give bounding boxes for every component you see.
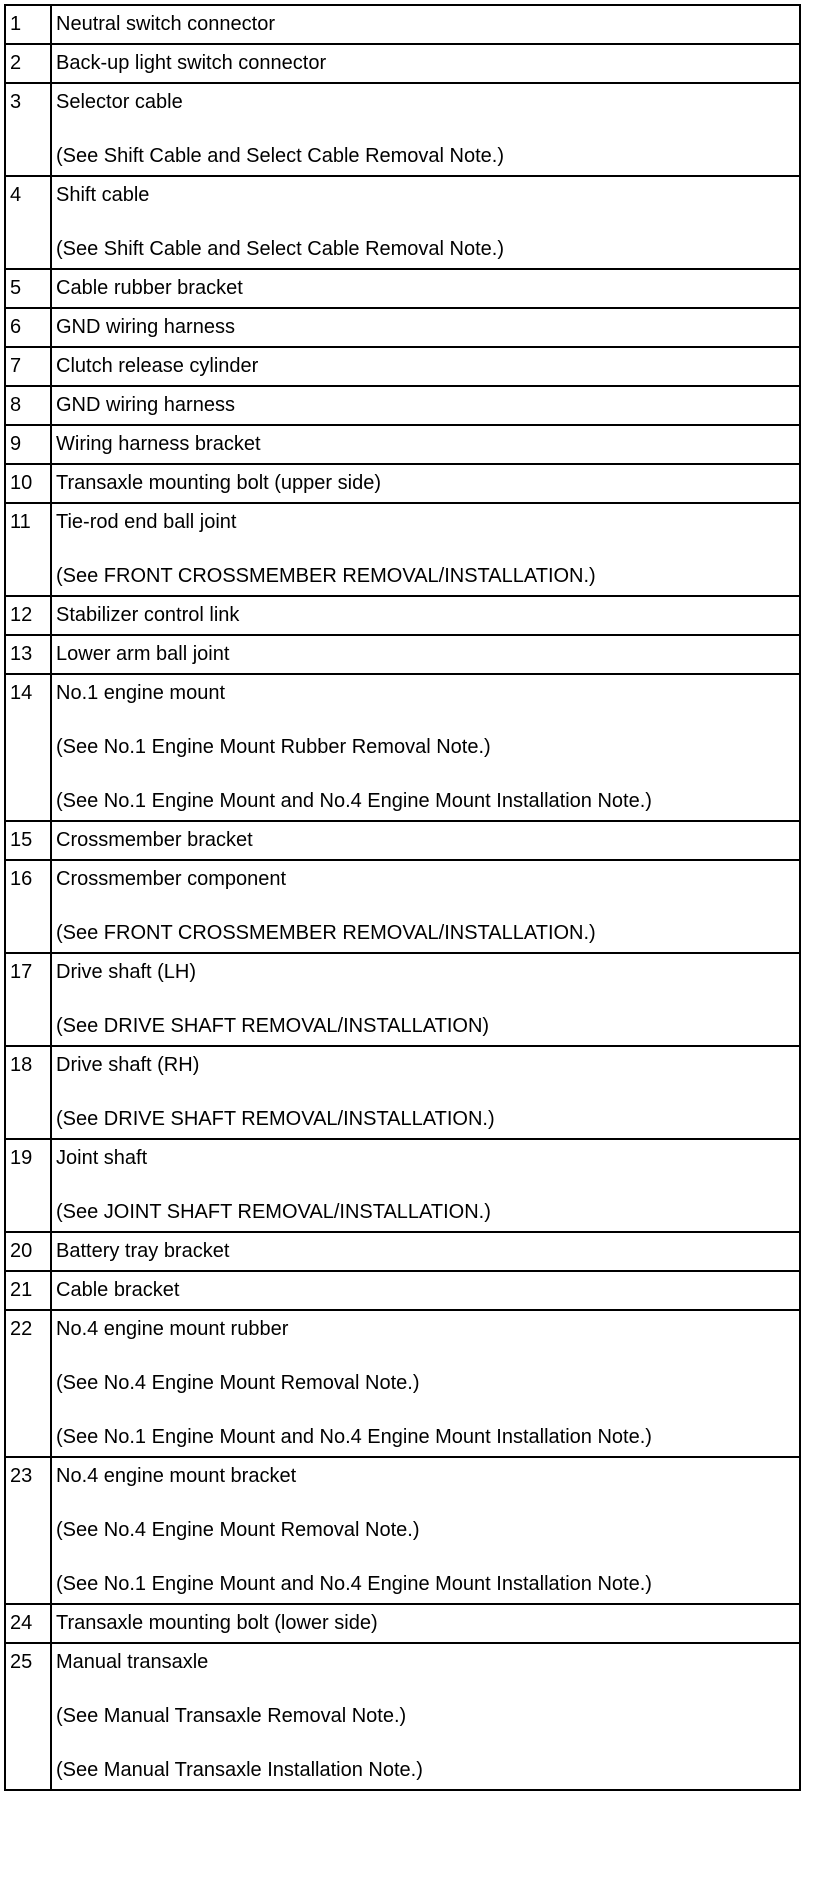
- table-row: [5, 860, 800, 953]
- part-name: Neutral switch connector: [56, 13, 275, 35]
- item-description: [51, 1604, 800, 1643]
- item-description: [51, 1232, 800, 1271]
- item-number: 13: [5, 635, 51, 674]
- reference-note: (See No.1 Engine Mount and No.4 Engine Mount Installation Note.): [56, 790, 652, 812]
- table-row: [5, 308, 800, 347]
- table-row: [5, 347, 800, 386]
- item-number: 25: [5, 1643, 51, 1790]
- part-name: Back-up light switch connector: [56, 52, 327, 74]
- part-name: GND wiring harness: [56, 394, 235, 416]
- item-number: 10: [5, 464, 51, 503]
- reference-note: (See JOINT SHAFT REMOVAL/INSTALLATION.): [56, 1201, 491, 1223]
- item-number: 22: [5, 1310, 51, 1457]
- reference-note: (See Shift Cable and Select Cable Removal Note.): [56, 145, 505, 167]
- reference-note: (See No.4 Engine Mount Removal Note.): [56, 1519, 420, 1541]
- item-description: [51, 1139, 800, 1232]
- item-number: 18: [5, 1046, 51, 1139]
- reference-note: (See No.4 Engine Mount Removal Note.): [56, 1372, 420, 1394]
- part-name: Cable bracket: [56, 1279, 180, 1301]
- part-name: GND wiring harness: [56, 316, 235, 338]
- reference-note: (See No.1 Engine Mount and No.4 Engine Mount Installation Note.): [56, 1573, 652, 1595]
- part-name: Clutch release cylinder: [56, 355, 259, 377]
- table-row: [5, 1271, 800, 1310]
- item-number: 17: [5, 953, 51, 1046]
- table-row: [5, 1604, 800, 1643]
- part-name: No.4 engine mount rubber: [56, 1318, 289, 1340]
- part-name: Drive shaft (LH): [56, 961, 197, 983]
- item-description: [51, 860, 800, 953]
- part-name: Crossmember bracket: [56, 829, 253, 851]
- item-description: [51, 464, 800, 503]
- item-number: 20: [5, 1232, 51, 1271]
- item-description: [51, 1271, 800, 1310]
- table-row: [5, 1139, 800, 1232]
- reference-note: (See No.1 Engine Mount Rubber Removal Note.): [56, 736, 491, 758]
- reference-note: (See No.1 Engine Mount and No.4 Engine Mount Installation Note.): [56, 1426, 652, 1448]
- parts-table: [4, 4, 801, 1791]
- parts-document: [4, 4, 801, 1791]
- table-row: [5, 1310, 800, 1457]
- parts-table-body: [5, 5, 800, 1790]
- part-name: Lower arm ball joint: [56, 643, 230, 665]
- reference-note: (See Manual Transaxle Removal Note.): [56, 1705, 407, 1727]
- item-number: 3: [5, 83, 51, 176]
- part-name: Transaxle mounting bolt (lower side): [56, 1612, 378, 1634]
- item-description: [51, 269, 800, 308]
- table-row: [5, 635, 800, 674]
- item-number: 5: [5, 269, 51, 308]
- reference-note: (See Manual Transaxle Installation Note.): [56, 1759, 423, 1781]
- item-number: 11: [5, 503, 51, 596]
- item-description: [51, 83, 800, 176]
- item-number: 6: [5, 308, 51, 347]
- item-number: 7: [5, 347, 51, 386]
- item-description: [51, 1457, 800, 1604]
- table-row: [5, 674, 800, 821]
- item-description: [51, 176, 800, 269]
- reference-note: (See FRONT CROSSMEMBER REMOVAL/INSTALLATION.): [56, 565, 596, 587]
- table-row: [5, 953, 800, 1046]
- item-description: [51, 425, 800, 464]
- item-number: 9: [5, 425, 51, 464]
- reference-note: (See DRIVE SHAFT REMOVAL/INSTALLATION.): [56, 1108, 495, 1130]
- part-name: Manual transaxle: [56, 1651, 209, 1673]
- table-row: [5, 821, 800, 860]
- part-name: Tie-rod end ball joint: [56, 511, 237, 533]
- item-description: [51, 44, 800, 83]
- table-row: [5, 503, 800, 596]
- part-name: Stabilizer control link: [56, 604, 240, 626]
- reference-note: (See DRIVE SHAFT REMOVAL/INSTALLATION): [56, 1015, 490, 1037]
- item-description: [51, 1643, 800, 1790]
- item-description: [51, 347, 800, 386]
- table-row: [5, 425, 800, 464]
- table-row: [5, 596, 800, 635]
- item-number: 23: [5, 1457, 51, 1604]
- part-name: Drive shaft (RH): [56, 1054, 200, 1076]
- item-description: [51, 596, 800, 635]
- item-number: 8: [5, 386, 51, 425]
- item-number: 19: [5, 1139, 51, 1232]
- table-row: [5, 1046, 800, 1139]
- part-name: Battery tray bracket: [56, 1240, 230, 1262]
- item-description: [51, 386, 800, 425]
- item-number: 12: [5, 596, 51, 635]
- item-number: 24: [5, 1604, 51, 1643]
- item-description: [51, 821, 800, 860]
- table-row: [5, 83, 800, 176]
- part-name: Wiring harness bracket: [56, 433, 261, 455]
- table-row: [5, 269, 800, 308]
- item-number: 4: [5, 176, 51, 269]
- item-description: [51, 5, 800, 44]
- item-number: 14: [5, 674, 51, 821]
- table-row: [5, 386, 800, 425]
- table-row: [5, 1643, 800, 1790]
- table-row: [5, 1232, 800, 1271]
- part-name: Selector cable: [56, 91, 183, 113]
- part-name: Shift cable: [56, 184, 150, 206]
- item-description: [51, 953, 800, 1046]
- item-description: [51, 635, 800, 674]
- item-number: 1: [5, 5, 51, 44]
- part-name: Transaxle mounting bolt (upper side): [56, 472, 381, 494]
- part-name: Joint shaft: [56, 1147, 148, 1169]
- part-name: No.4 engine mount bracket: [56, 1465, 297, 1487]
- table-row: [5, 1457, 800, 1604]
- item-description: [51, 1310, 800, 1457]
- reference-note: (See FRONT CROSSMEMBER REMOVAL/INSTALLATION.): [56, 922, 596, 944]
- part-name: No.1 engine mount: [56, 682, 226, 704]
- item-number: 21: [5, 1271, 51, 1310]
- item-description: [51, 674, 800, 821]
- item-number: 16: [5, 860, 51, 953]
- part-name: Crossmember component: [56, 868, 287, 890]
- table-row: [5, 176, 800, 269]
- item-description: [51, 503, 800, 596]
- reference-note: (See Shift Cable and Select Cable Removal Note.): [56, 238, 505, 260]
- table-row: [5, 5, 800, 44]
- part-name: Cable rubber bracket: [56, 277, 243, 299]
- item-description: [51, 308, 800, 347]
- item-number: 15: [5, 821, 51, 860]
- item-number: 2: [5, 44, 51, 83]
- table-row: [5, 464, 800, 503]
- table-row: [5, 44, 800, 83]
- item-description: [51, 1046, 800, 1139]
